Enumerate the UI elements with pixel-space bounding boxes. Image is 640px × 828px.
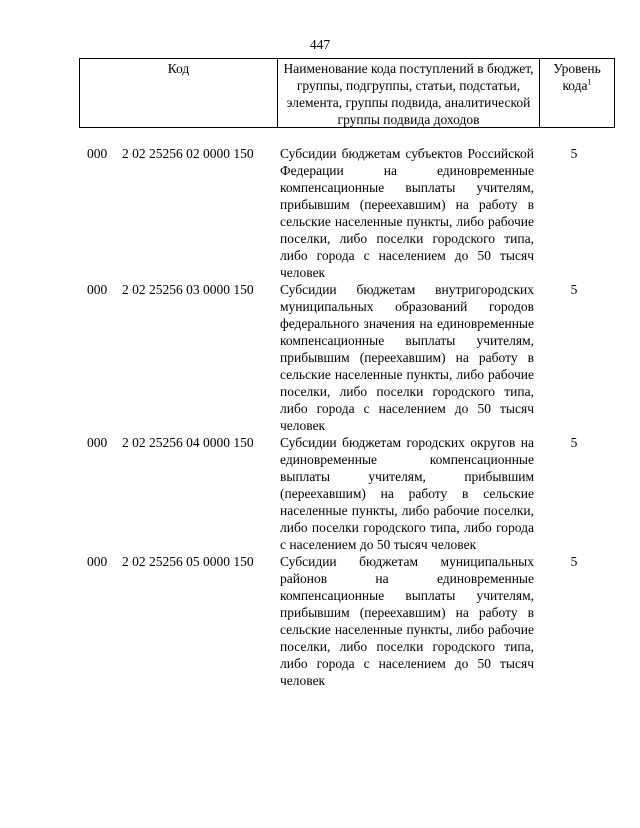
row-income-code: 2 02 25256 03 0000 150 (122, 282, 254, 297)
row-name: Субсидии бюджетам внутригородских муниципальных образований городов федерального значения на единовременные компенсационные выплаты учителям, прибывшим (переехавшим) на работу в сельские населенные пункты, либо рабочие поселки, либо поселки городского типа, либо города с населением до 50 тысяч человек (280, 282, 534, 433)
row-level: 5 (570, 554, 578, 569)
table-row (0, 281, 640, 434)
header-level-footnote: 1 (587, 77, 592, 87)
header-code: Код (80, 59, 278, 127)
row-income-code: 2 02 25256 05 0000 150 (122, 554, 254, 569)
page-number: 447 (309, 37, 331, 52)
row-name: Субсидии бюджетам муниципальных районов на единовременные компенсационные выплаты учителям, прибывшим (переехавшим) на работу в сельские населенные пункты, либо рабочие поселки, либо поселки городского типа, либо города с населением до 50 тысяч человек (280, 554, 534, 688)
table-row (0, 145, 640, 281)
table-row (0, 434, 640, 553)
row-admin-code: 000 (87, 282, 108, 297)
table-header (79, 58, 615, 128)
row-name: Субсидии бюджетам субъектов Российской Федерации на единовременные компенсационные выплаты учителям, прибывшим (переехавшим) на работу в сельские населенные пункты, либо рабочие поселки, либо поселки городского типа, либо города с населением до 50 тысяч человек (280, 146, 534, 280)
row-admin-code: 000 (87, 554, 108, 569)
row-admin-code: 000 (87, 146, 108, 161)
header-level-label: Уровень кода (553, 61, 601, 93)
row-name: Субсидии бюджетам городских округов на единовременные компенсационные выплаты учителям, прибывшим (переехавшим) на работу в сельские населенные пункты, либо рабочие поселки, либо поселки городского типа, либо города с населением до 50 тысяч человек (280, 435, 534, 552)
table-body (0, 145, 640, 689)
row-income-code: 2 02 25256 04 0000 150 (122, 435, 254, 450)
row-income-code: 2 02 25256 02 0000 150 (122, 146, 254, 161)
row-level: 5 (570, 435, 578, 450)
row-admin-code: 000 (87, 435, 108, 450)
row-level: 5 (570, 282, 578, 297)
header-level (540, 59, 614, 127)
table-row (0, 553, 640, 689)
header-name: Наименование кода поступлений в бюджет, группы, подгруппы, статьи, подстатьи, элемента, группы подвида, аналитической группы подвида доходов (278, 59, 540, 127)
row-level: 5 (570, 146, 578, 161)
